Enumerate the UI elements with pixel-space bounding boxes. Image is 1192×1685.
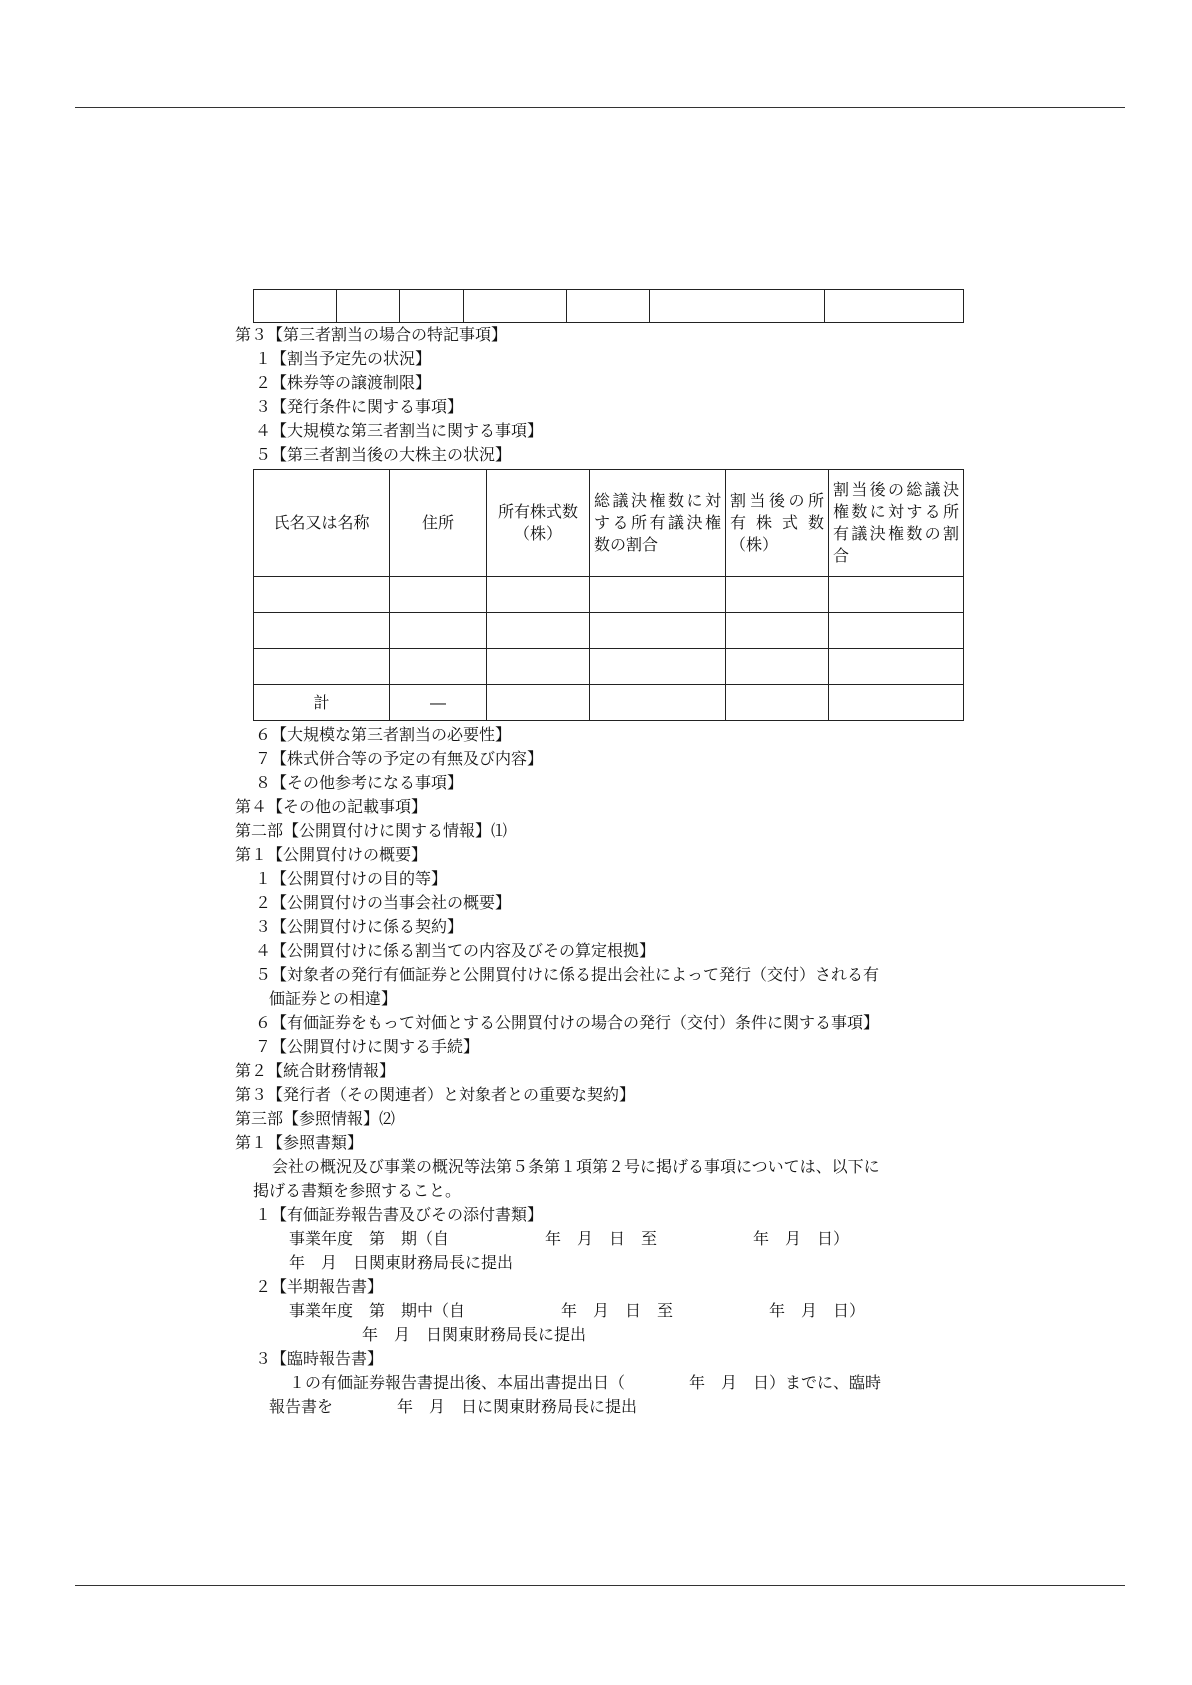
table-cell [829, 685, 964, 721]
continued-table-row [253, 289, 964, 323]
total-address: ― [390, 685, 487, 721]
list-item: ４【公開買付けに係る割当ての内容及びその算定根拠】 [255, 941, 656, 960]
ref-detail: 年 月 日関東財務局長に提出 [289, 1253, 514, 1272]
list-item: ５【対象者の発行有価証券と公開買付けに係る提出会社によって発行（交付）される有 [255, 965, 880, 984]
list-item: ７【株式併合等の予定の有無及び内容】 [255, 749, 544, 768]
list-item: ８【その他参考になる事項】 [255, 773, 464, 792]
major-shareholders-table [253, 469, 964, 721]
table-cell [390, 577, 487, 613]
table-cell [829, 577, 964, 613]
list-item-continuation: 価証券との相違】 [269, 989, 398, 1008]
ref-detail: 年 月 日関東財務局長に提出 [362, 1325, 587, 1344]
table-cell [829, 613, 964, 649]
list-item: ２【半期報告書】 [255, 1277, 384, 1296]
list-item: １【有価証券報告書及びその添付書類】 [255, 1205, 544, 1224]
paragraph: 会社の概況及び事業の概況等法第５条第１項第２号に掲げる事項については、以下に [272, 1157, 880, 1176]
document-body [235, 323, 965, 1419]
table-cell [487, 613, 590, 649]
table-cell [726, 649, 829, 685]
table-cell [337, 290, 400, 323]
table-cell [726, 613, 829, 649]
table-cell [487, 649, 590, 685]
section-heading: 第３【第三者割当の場合の特記事項】 [235, 325, 508, 344]
list-item: １【公開買付けの目的等】 [255, 869, 448, 888]
table-cell [650, 290, 825, 323]
table-cell [254, 577, 390, 613]
table-cell [590, 685, 726, 721]
table-cell [726, 685, 829, 721]
list-item: ６【大規模な第三者割当の必要性】 [255, 725, 512, 744]
list-item: ４【大規模な第三者割当に関する事項】 [255, 421, 544, 440]
header-address: 住所 [390, 470, 487, 577]
table-cell [590, 577, 726, 613]
header-rule [75, 107, 1125, 108]
table-cell [390, 613, 487, 649]
table-cell [400, 290, 464, 323]
footer-rule [75, 1585, 1125, 1586]
table-cell [487, 577, 590, 613]
ref-detail: 事業年度 第 期（自 年 月 日 至 年 月 日） [289, 1229, 850, 1248]
section-heading: 第１【参照書類】 [235, 1133, 364, 1152]
table-cell [567, 290, 650, 323]
section-heading: 第４【その他の記載事項】 [235, 797, 428, 816]
list-item: ２【公開買付けの当事会社の概要】 [255, 893, 512, 912]
list-item: １【割当予定先の状況】 [255, 349, 432, 368]
table-cell [590, 649, 726, 685]
list-item: ３【公開買付けに係る契約】 [255, 917, 464, 936]
list-item: ３【発行条件に関する事項】 [255, 397, 464, 416]
part-heading: 第二部【公開買付けに関する情報】⑴ [235, 821, 508, 840]
ref-detail: 事業年度 第 期中（自 年 月 日 至 年 月 日） [289, 1301, 866, 1320]
ref-detail: １の有価証券報告書提出後、本届出書提出日（ 年 月 日）までに、臨時 [289, 1373, 882, 1392]
header-voting-ratio-after: 割当後の総議決権数に対する所有議決権数の割合 [829, 470, 964, 577]
list-item: ２【株券等の譲渡制限】 [255, 373, 432, 392]
table-cell [254, 290, 337, 323]
table-cell [825, 290, 964, 323]
table-cell [726, 577, 829, 613]
table-cell [390, 649, 487, 685]
list-item: ３【臨時報告書】 [255, 1349, 384, 1368]
section-heading: 第３【発行者（その関連者）と対象者との重要な契約】 [235, 1085, 636, 1104]
header-shares-after: 割当後の所有株式数（株） [726, 470, 829, 577]
section-heading: 第１【公開買付けの概要】 [235, 845, 428, 864]
list-item: ５【第三者割当後の大株主の状況】 [255, 445, 512, 464]
header-shares: 所有株式数（株） [487, 470, 590, 577]
header-name: 氏名又は名称 [254, 470, 390, 577]
table-cell [254, 613, 390, 649]
list-item: ６【有価証券をもって対価とする公開買付けの場合の発行（交付）条件に関する事項】 [255, 1013, 880, 1032]
paragraph-continuation: 掲げる書類を参照すること。 [253, 1181, 462, 1200]
list-item: ７【公開買付けに関する手続】 [255, 1037, 480, 1056]
table-cell [829, 649, 964, 685]
table-cell [464, 290, 567, 323]
section-heading: 第２【統合財務情報】 [235, 1061, 396, 1080]
table-cell [254, 649, 390, 685]
table-cell [590, 613, 726, 649]
ref-detail-continuation: 報告書を 年 月 日に関東財務局長に提出 [269, 1397, 638, 1416]
part-heading: 第三部【参照情報】⑵ [235, 1109, 396, 1128]
table-cell [487, 685, 590, 721]
header-voting-ratio: 総議決権数に対する所有議決権数の割合 [590, 470, 726, 577]
total-label: 計 [254, 685, 390, 721]
